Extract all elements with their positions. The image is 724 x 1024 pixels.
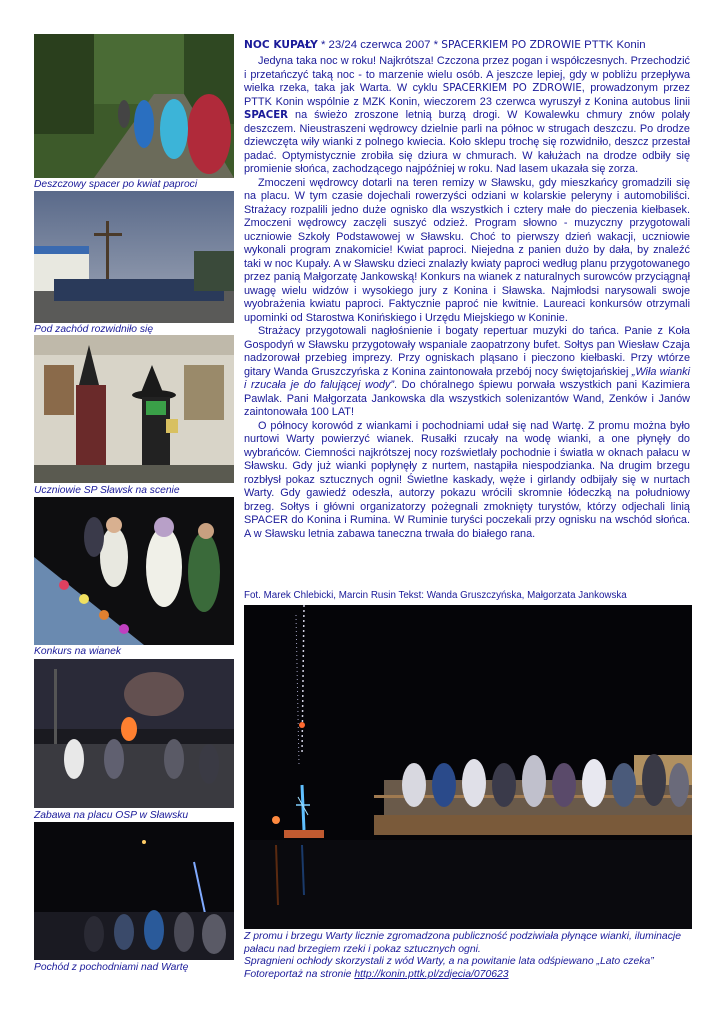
series-name: SPACERKIEM PO ZDROWIE [442, 83, 582, 94]
photo4-caption: Konkurs na wianek [34, 646, 122, 657]
photo-report-link[interactable]: http://konin.pttk.pl/zdjecia/070623 [354, 968, 509, 980]
credits: Fot. Marek Chlebicki, Marcin Rusin Tekst: Wanda Gruszczyńska, Małgorzata Jankowska [244, 590, 627, 601]
photo-sunset-square [34, 191, 234, 323]
big-caption-line1: Z promu i brzegu Warty licznie zgromadzona publiczność podziwiała płynące wianki, iluminacje pałacu nad brzegiem rzeki i pokaz sztucznych ogni. [244, 931, 681, 955]
photo-torch-procession [34, 822, 234, 960]
title-date: * 23/24 czerwca 2007 * [317, 39, 442, 51]
photo-school-stage [34, 335, 234, 483]
bus-line-name: SPACER [244, 110, 289, 121]
article-title [244, 38, 690, 52]
big-caption-line3-prefix: Fotoreportaż na stronie [244, 968, 355, 980]
photo3-caption: Uczniowie SP Sławsk na scenie [34, 485, 180, 496]
title-bold: NOC KUPAŁY [244, 39, 318, 51]
title-organizer: PTTK Konin [581, 39, 646, 51]
big-caption-line2: Spragnieni ochłody skorzystali z wód Warty, a na powitanie lata odśpiewano „Lato czeka” [244, 956, 654, 968]
paragraph-4: O północy korowód z wiankami i pochodniami udał się nad Wartę. Z promu można było nurtowi Warty powierzyć wianek. Rusałki rzucały na wodę wianki, a one płynęły do wybrańców. Ciemności najkrótszej nocy rozświetlały pochodnie i światła w oknach pałacu w Sławsku. Gdy już wianki popłynęły z nurtem, nastąpiła niespodzianka. Na drugim brzegu rozbłysł pokaz sztucznych ogni! Świetlne kaskady, węże i girlandy odbijały się w nurtach Warty. Gdy gawiedź odeszła, autorzy pokazu wrócili skromnie łódeczką na południowy brzeg. Sołtys i główni organizatorzy pożegnali zmoknięty turystów, którzy odjechali linią SPACER do Konina i Rumina. W Ruminie turyści poczekali przy ognisku na wschód słońca. A w Sławsku letnia zabawa taneczna trwała do białego rana. [244, 419, 690, 540]
photo-osp-party [34, 659, 234, 808]
paragraph-3: Strażacy przygotowali nagłośnienie i bogaty repertuar muzyki do tańca. Panie z Koła Gospodyń w Sławsku przygotowały wspaniale zaopatrzony bufet. Sołtys pan Wiesław Czaja nadzorował przebieg imprezy. Przy ogniskach pląsano i pieczono kiełbaski. Przy wtórze gitary Wanda Gruszczyńska z Konina zaintonowała przebój nocy świętojańskiej „Wiła wianki i rzucała je do falującej wody”. Do chóralnego śpiewu porwała wszystkich pani Kazimiera Pawlak. Pani Małgorzata Jankowska dla wszystkich solenizantów Wand, Zenków i Janów zaintonowała 100 LAT! [244, 325, 690, 418]
photo-rainy-walk [34, 34, 234, 178]
photo-wreath-contest [34, 497, 234, 645]
paragraph-2: Zmoczeni wędrowcy dotarli na teren remizy w Sławsku, gdy mieszkańcy gromadzili się na placu. W tym czasie dojechali rowerzyści odziani w kolarskie peleryny i automobiliści. Strażacy rozpalili jedno duże ognisko dla wszystkich i cztery małe do pieczenia kiełbasek. Zmoczeni wędrowcy zaczęli suszyć odzież. Program słowno - muzyczny przygotowali uczniowie Szkoły Podstawowej w Sławsku. Choć to pierwszy dzień wakacji, uczniowie wykonali program znakomicie! Kwiat paproci. Niejedna z panien dużo by dała, by znaleźć taki w noc Kupały. A w Sławsku dzieci znalazły kwiaty paproci według planu przygotowanego przez panią Małgorzatę Jankowską! Konkurs na wianek z naturalnych surowców przyciągnął uwagę wielu widzów i wysokiego jury z Konina i Sławska. Najmłodsi narysowali swoje wyobrażenia kwiatu paproci. Faktycznie paproć nie kwitnie. Laureaci konkursów otrzymali upominki od Starostwa Konińskiego i Urzędu Miejskiego w Koninie. [244, 176, 690, 324]
article [244, 38, 690, 541]
title-series: SPACERKIEM PO ZDROWIE [441, 39, 581, 51]
photo6-caption: Pochód z pochodniami nad Wartę [34, 962, 189, 973]
paragraph-1: Jedyna taka noc w roku! Najkrótsza! Czczona przez pogan i współczesnych. Przechodzić i przetańczyć taką noc - to marzenie wielu osób. A jeszcze lepiej, gdy w pobliżu przepływa wielka rzeka, taka jak Warta. W cyklu SPACERKIEM PO ZDROWIE, prowadzonym przez PTTK Konin wspólnie z MZK Konin, wieczorem 23 czerwca wyruszył z Konina autobus linii SPACER na świeżo zroszone letnią burzą drogi. W Kowalewku chmury znów polały deszczem. Nieustraszeni wędrowcy dzielnie parli na północ w strugach deszczu. Po drodze dziewczęta wiły wianki z polnego kwiecia. Koło sklepu trochę się rozwidniło, deszcz przestał padać. Optymistycznie zrobiła się dziura w chmurach. W kałużach na drodze odbiły się promienie słońca, zachodzącego najpóźniej w roku. Nad lasem ukazała się zorza. [244, 55, 690, 175]
big-photo-caption [244, 931, 704, 981]
photo5-caption: Zabawa na placu OSP w Sławsku [34, 810, 189, 821]
photo1-caption: Deszczowy spacer po kwiat paproci [34, 179, 198, 190]
photo2-caption: Pod zachód rozwidniło się [34, 324, 154, 335]
song-title: „Wiła wianki i rzucała je do falującej wody” [244, 365, 690, 391]
photo-fireworks-river [244, 605, 692, 929]
